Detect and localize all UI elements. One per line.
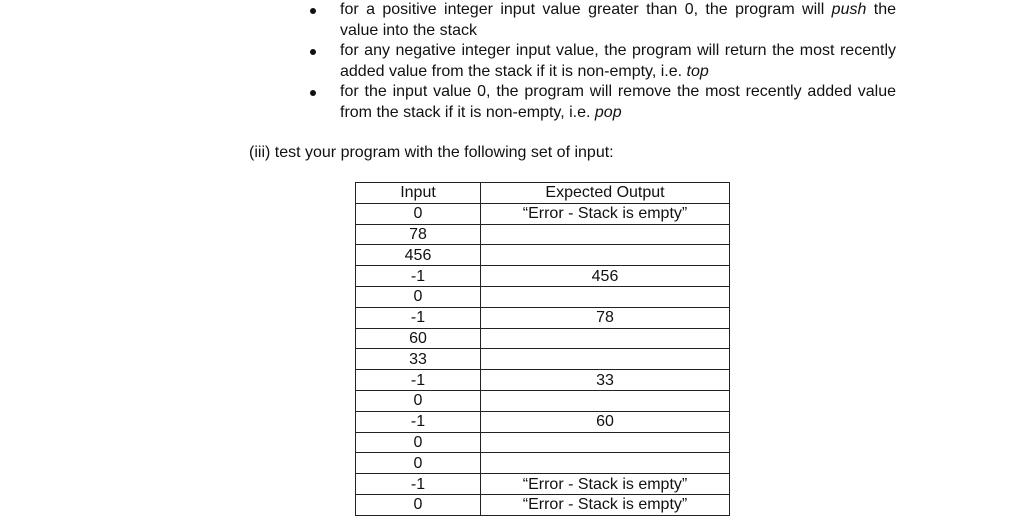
bullet-text [340, 82, 896, 123]
cell-input: 0 [356, 203, 481, 224]
cell-input: -1 [356, 411, 481, 432]
bullet-emphasis: push [831, 1, 867, 18]
table-body [356, 203, 730, 515]
cell-expected-output [481, 390, 730, 411]
cell-input: -1 [356, 266, 481, 287]
table-row [356, 203, 730, 224]
cell-input: 60 [356, 328, 481, 349]
cell-expected-output: “Error - Stack is empty” [481, 474, 730, 495]
bullet-item-pop [305, 82, 905, 123]
cell-input: 0 [356, 453, 481, 474]
header-input: Input [356, 183, 481, 204]
table-row [356, 370, 730, 391]
cell-input: 0 [356, 432, 481, 453]
test-instruction: (iii) test your program with the following set of input: [249, 144, 614, 161]
test-case-table [355, 182, 730, 516]
cell-input: 456 [356, 245, 481, 266]
cell-expected-output: 456 [481, 266, 730, 287]
bullet-emphasis: pop [594, 103, 622, 121]
bullet-item-top [305, 41, 905, 82]
bullet-text-before: for any negative integer input value, the program will return the most recently added value from the stack if it is non-empty, i.e. [340, 42, 896, 80]
cell-expected-output: “Error - Stack is empty” [481, 494, 730, 515]
bullet-dot-icon [310, 49, 316, 55]
table-row [356, 494, 730, 515]
bullet-emphasis: top [686, 62, 709, 80]
header-expected-output: Expected Output [481, 183, 730, 204]
cell-input: 33 [356, 349, 481, 370]
cell-input: 0 [356, 390, 481, 411]
cell-input: 0 [356, 494, 481, 515]
cell-expected-output [481, 349, 730, 370]
table-row [356, 349, 730, 370]
table-row [356, 411, 730, 432]
table-row [356, 245, 730, 266]
bullet-dot-icon [310, 8, 316, 14]
cell-expected-output [481, 224, 730, 245]
cell-input: -1 [356, 474, 481, 495]
cell-input: 78 [356, 224, 481, 245]
cell-input: -1 [356, 307, 481, 328]
cell-expected-output: 78 [481, 307, 730, 328]
table-row [356, 453, 730, 474]
table-row [356, 474, 730, 495]
bullet-text-before: for the input value 0, the program will remove the most recently added value from the stack if it is non-empty, i.e. [340, 83, 896, 121]
bullet-text-before: for a positive integer input value greater than 0, the program will [340, 1, 832, 18]
bullet-dot-icon [310, 90, 316, 96]
bullet-text [340, 0, 896, 41]
cell-expected-output [481, 286, 730, 307]
cell-expected-output: 33 [481, 370, 730, 391]
table-row [356, 224, 730, 245]
table-row [356, 432, 730, 453]
table-row [356, 286, 730, 307]
cell-expected-output [481, 245, 730, 266]
table-row [356, 390, 730, 411]
cell-expected-output [481, 328, 730, 349]
table-header-row [356, 183, 730, 204]
bullet-text [340, 41, 896, 82]
table-row [356, 266, 730, 287]
cell-expected-output: 60 [481, 411, 730, 432]
cell-expected-output: “Error - Stack is empty” [481, 203, 730, 224]
bullet-item-push [305, 0, 905, 41]
table-row [356, 307, 730, 328]
cell-input: 0 [356, 286, 481, 307]
bullet-text-after: the value into the stack [340, 1, 897, 39]
cell-expected-output [481, 432, 730, 453]
bullet-list [305, 0, 905, 123]
cell-input: -1 [356, 370, 481, 391]
table-row [356, 328, 730, 349]
cell-expected-output [481, 453, 730, 474]
